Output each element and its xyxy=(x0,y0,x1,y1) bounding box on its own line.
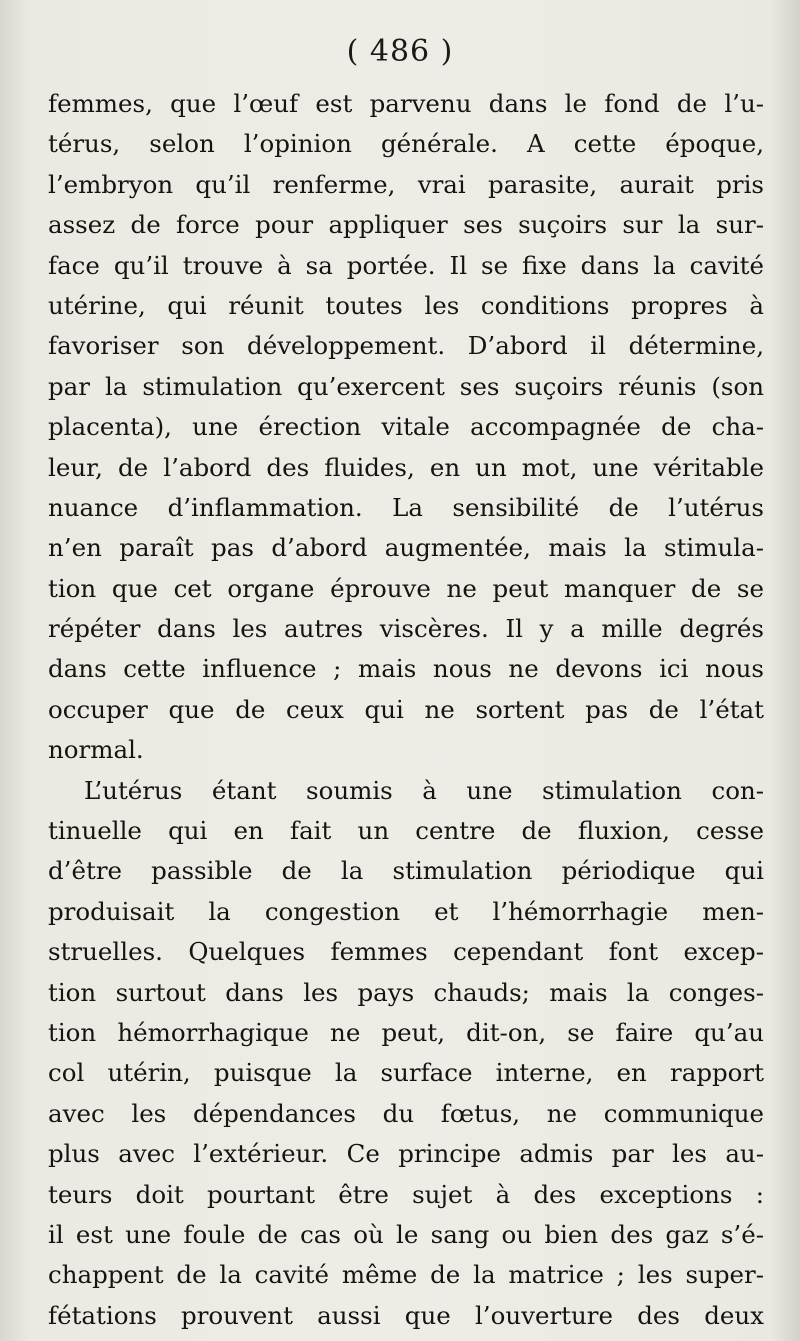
text-line: plus avec l’extérieur. Ce principe admis par les au- xyxy=(48,1139,764,1169)
text-line: n’en paraît pas d’abord augmentée, mais la stimula- xyxy=(48,533,764,563)
text-line: produisait la congestion et l’hémorrhagie men- xyxy=(48,896,764,926)
page-number: ( 486 ) xyxy=(346,34,454,69)
text-line: col utérin, puisque la surface interne, en rapport xyxy=(48,1058,764,1088)
text-line: tinuelle qui en fait un centre de fluxion, cesse xyxy=(48,816,764,846)
text-line: avec les dépendances du fœtus, ne communique xyxy=(48,1098,764,1128)
text-line: fétations prouvent aussi que l’ouverture des deux xyxy=(48,1300,764,1330)
paragraph-end-line: normal. xyxy=(48,735,144,765)
text-line: chappent de la cavité même de la matrice ; les super- xyxy=(48,1260,764,1290)
text-line: occuper que de ceux qui ne sortent pas de l’état xyxy=(48,694,764,724)
text-line: favoriser son développement. D’abord il détermine, xyxy=(48,331,764,361)
paragraph-start-line: L’utérus étant soumis à une stimulation con- xyxy=(84,775,764,805)
text-line: placenta), une érection vitale accompagnée de cha- xyxy=(48,412,764,442)
text-line: tion hémorrhagique ne peut, dit-on, se faire qu’au xyxy=(48,1017,764,1047)
text-line: leur, de l’abord des fluides, en un mot, une véritable xyxy=(48,452,764,482)
text-line: utérine, qui réunit toutes les conditions propres à xyxy=(48,290,764,320)
text-line: par la stimulation qu’exercent ses suçoirs réunis (son xyxy=(48,371,764,401)
text-line: teurs doit pourtant être sujet à des exceptions : xyxy=(48,1179,764,1209)
text-line: d’être passible de la stimulation périodique qui xyxy=(48,856,764,886)
text-line: tion surtout dans les pays chauds; mais la conges- xyxy=(48,977,764,1007)
text-line: il est une foule de cas où le sang ou bien des gaz s’é- xyxy=(48,1219,764,1249)
text-line: tion que cet organe éprouve ne peut manquer de se xyxy=(48,573,764,603)
text-line: face qu’il trouve à sa portée. Il se fixe dans la cavité xyxy=(48,250,764,280)
text-line: struelles. Quelques femmes cependant font excep- xyxy=(48,937,764,967)
body-text xyxy=(48,84,764,1336)
text-line: répéter dans les autres viscères. Il y a mille degrés xyxy=(48,614,764,644)
text-line: dans cette influence ; mais nous ne devons ici nous xyxy=(48,654,764,684)
text-line: térus, selon l’opinion générale. A cette époque, xyxy=(48,129,764,159)
text-line: assez de force pour appliquer ses suçoirs sur la sur- xyxy=(48,210,764,240)
text-line: l’embryon qu’il renferme, vrai parasite, aurait pris xyxy=(48,169,764,199)
text-line: femmes, que l’œuf est parvenu dans le fond de l’u- xyxy=(48,89,764,118)
text-line: nuance d’inflammation. La sensibilité de l’utérus xyxy=(48,492,764,522)
